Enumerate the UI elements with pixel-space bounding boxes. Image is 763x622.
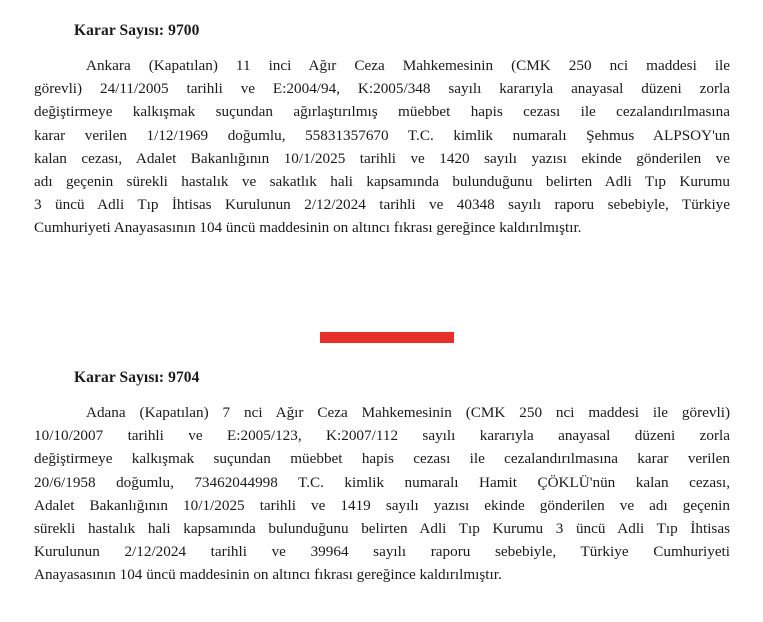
decree-line: adı geçenin sürekli hastalık ve sakatlık hali kapsamında bulunduğunu belirten Adli Tıp Kurumu: [34, 173, 730, 191]
decree-9704: [34, 369, 730, 587]
decree-line: Adalet Bakanlığının 10/1/2025 tarihli ve 1419 sayılı yazısı ekinde gönderilen ve adı geçenin: [34, 496, 730, 514]
decree-line: karar verilen 1/12/1969 doğumlu, 55831357670 T.C. kimlik numaralı Şehmus ALPSOY'un: [34, 126, 730, 144]
decree-line: değiştirmeye kalkışmak suçundan müebbet hapis cezası ile cezalandırılmasına karar verilen: [34, 450, 730, 468]
decree-9700: [34, 22, 730, 240]
decree-line: 20/6/1958 doğumlu, 73462044998 T.C. kimlik numaralı Hamit ÇÖKLÜ'nün kalan cezası,: [34, 473, 730, 491]
decree-line: Cumhuriyeti Anayasasının 104 üncü maddesinin on altıncı fıkrası gereğince kaldırılmıştır.: [34, 219, 582, 237]
decree-line: Adana (Kapatılan) 7 nci Ağır Ceza Mahkemesinin (CMK 250 nci maddesi ile görevli): [86, 404, 730, 421]
decree-line: 3 üncü Adli Tıp İhtisas Kurulunun 2/12/2024 tarihli ve 40348 sayılı raporu sebebiyle, Türkiye: [34, 196, 730, 214]
decree-line: sürekli hastalık hali kapsamında bulunduğunu belirten Adli Tıp Kurumu 3 üncü Adli Tıp İhtisas: [34, 520, 730, 538]
decree-body: [34, 54, 730, 240]
decree-title: Karar Sayısı: 9700: [74, 22, 200, 39]
decree-line: kalan cezası, Adalet Bakanlığının 10/1/2025 tarihli ve 1420 sayılı yazısı ekinde gönderilen ve: [34, 149, 730, 167]
decree-body: [34, 401, 730, 587]
decree-line: Anayasasının 104 üncü maddesinin on altıncı fıkrası gereğince kaldırılmıştır.: [34, 566, 502, 584]
decree-line: Kurulunun 2/12/2024 tarihli ve 39964 sayılı raporu sebebiyle, Türkiye Cumhuriyeti: [34, 543, 730, 561]
decree-line: Ankara (Kapatılan) 11 inci Ağır Ceza Mahkemesinin (CMK 250 nci maddesi ile: [86, 57, 730, 74]
decree-line: 10/10/2007 tarihli ve E:2005/123, K:2007/112 sayılı kararıyla anayasal düzeni zorla: [34, 427, 730, 445]
decree-line: görevli) 24/11/2005 tarihli ve E:2004/94, K:2005/348 sayılı kararıyla anayasal düzeni zorla: [34, 80, 730, 98]
red-separator-bar: [320, 332, 454, 343]
decree-title: Karar Sayısı: 9704: [74, 369, 200, 386]
decree-line: değiştirmeye kalkışmak suçundan ağırlaştırılmış müebbet hapis cezası ile cezalandırılmasına: [34, 103, 730, 121]
